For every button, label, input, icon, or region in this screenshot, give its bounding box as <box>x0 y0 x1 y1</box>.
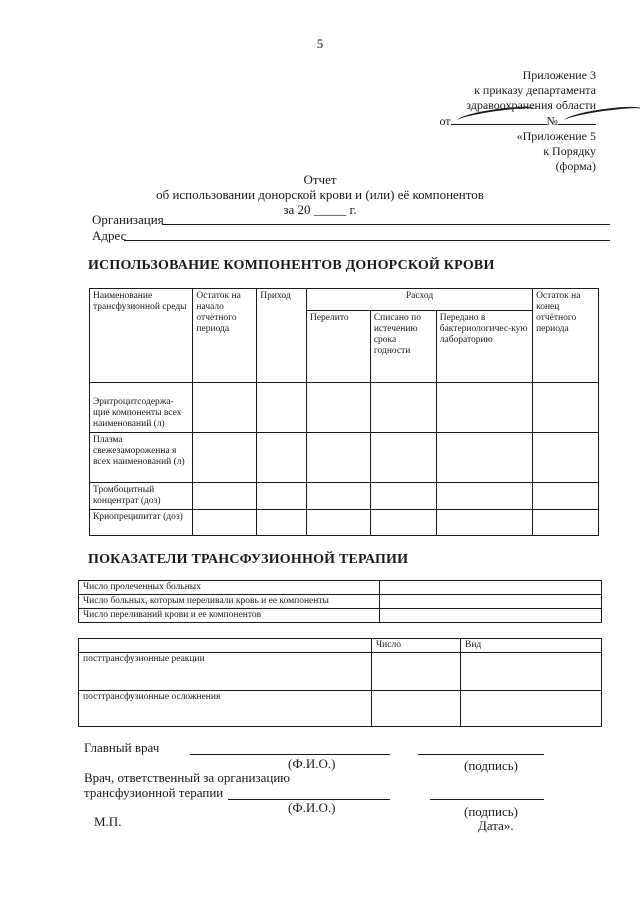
table-cell[interactable] <box>193 383 257 433</box>
organization-rule <box>162 224 610 225</box>
table-cell[interactable] <box>193 510 257 536</box>
header-transfused: Перелито <box>306 311 370 383</box>
header-start-balance: Остаток на начало отчётного периода <box>193 289 257 383</box>
table-cell[interactable] <box>370 510 436 536</box>
appendix-date-prefix: от <box>439 114 451 128</box>
appendix-line: здравоохранения области <box>466 98 596 112</box>
header-expired: Списано по истечению срока годности <box>370 311 436 383</box>
chief-doctor-label: Главный врач <box>84 740 160 755</box>
signature-caption: (подпись) <box>464 758 518 773</box>
row-label: Плазма свежезамороженна я всех наименований (л) <box>90 433 193 483</box>
table-cell[interactable] <box>306 433 370 483</box>
appendix-block <box>439 68 596 174</box>
row-label: Тромбоцитный концентрат (доз) <box>90 483 193 510</box>
report-title <box>0 172 640 217</box>
row-label: Криопреципитат (доз) <box>90 510 193 536</box>
therapy-cell[interactable] <box>380 609 602 623</box>
row-label: Эритроцитсодержа-щие компоненты всех наименований (л) <box>90 383 193 433</box>
therapy-cell[interactable] <box>380 595 602 609</box>
stamp-label: М.П. <box>94 814 122 829</box>
table-cell[interactable] <box>257 483 307 510</box>
therapy-row-label: Число переливаний крови и ее компонентов <box>79 609 380 623</box>
header-type: Вид <box>461 639 602 653</box>
reactions-cell[interactable] <box>461 653 602 691</box>
table-cell[interactable] <box>306 383 370 433</box>
header-income: Приход <box>257 289 307 383</box>
table-cell[interactable] <box>193 483 257 510</box>
therapy-row-label: Число больных, которым переливали кровь и ее компоненты <box>79 595 380 609</box>
address-rule <box>124 240 610 241</box>
table-cell[interactable] <box>257 510 307 536</box>
title-line: Отчет <box>303 172 337 187</box>
handwritten-number <box>558 113 596 125</box>
title-line: об использовании донорской крови и (или) её компонентов <box>156 187 484 202</box>
chief-fio-rule[interactable] <box>190 754 390 755</box>
appendix-line: «Приложение 5 <box>516 129 596 143</box>
appendix-date-line <box>439 113 596 129</box>
reactions-label: посттрансфузионные реакции <box>79 653 372 691</box>
appendix-line: (форма) <box>555 159 596 173</box>
table-cell[interactable] <box>370 433 436 483</box>
table-cell[interactable] <box>436 483 532 510</box>
organization-label: Организация <box>92 212 164 227</box>
table-cell[interactable] <box>533 383 599 433</box>
section-title-components: ИСПОЛЬЗОВАНИЕ КОМПОНЕНТОВ ДОНОРСКОЙ КРОВИ <box>88 258 495 273</box>
responsible-signature-rule[interactable] <box>430 799 544 800</box>
reactions-corner <box>79 639 372 653</box>
table-cell[interactable] <box>193 433 257 483</box>
therapy-table <box>78 580 602 623</box>
section-title-therapy: ПОКАЗАТЕЛИ ТРАНСФУЗИОННОЙ ТЕРАПИИ <box>88 552 409 567</box>
signature-caption-2: (подпись) <box>464 804 518 819</box>
header-end-balance: Остаток на конец отчётного периода <box>533 289 599 383</box>
page-number: 5 <box>316 36 324 51</box>
complications-cell[interactable] <box>461 691 602 727</box>
table-cell[interactable] <box>436 433 532 483</box>
complications-cell[interactable] <box>372 691 461 727</box>
table-cell[interactable] <box>306 483 370 510</box>
table-cell[interactable] <box>306 510 370 536</box>
therapy-cell[interactable] <box>380 581 602 595</box>
appendix-line: Приложение 3 <box>522 68 596 82</box>
responsible-doctor-label-2: трансфузионной терапии <box>84 785 224 800</box>
therapy-row-label: Число пролеченных больных <box>79 581 380 595</box>
complications-label: посттрансфузионные осложнения <box>79 691 372 727</box>
responsible-doctor-label: Врач, ответственный за организацию <box>84 770 290 785</box>
table-cell[interactable] <box>533 433 599 483</box>
organization-field[interactable] <box>92 212 164 228</box>
table-cell[interactable] <box>533 483 599 510</box>
header-number: Число <box>372 639 461 653</box>
appendix-number-prefix: № <box>546 114 558 128</box>
address-label: Адрес <box>92 228 127 243</box>
appendix-line: к приказу департамента <box>474 83 596 97</box>
table-cell[interactable] <box>436 510 532 536</box>
appendix-line: к Порядку <box>543 144 596 158</box>
header-name: Наименование трансфузионной среды <box>90 289 193 383</box>
fio-caption: (Ф.И.О.) <box>288 756 336 771</box>
date-label: Дата». <box>478 818 514 833</box>
table-cell[interactable] <box>370 483 436 510</box>
reactions-cell[interactable] <box>372 653 461 691</box>
header-to-lab: Передано в бактериологичес-кую лабораторию <box>436 311 532 383</box>
fio-caption-2: (Ф.И.О.) <box>288 800 336 815</box>
reactions-table <box>78 638 602 727</box>
title-line: за 20 _____ г. <box>283 202 357 217</box>
address-field[interactable] <box>92 228 126 244</box>
table-cell[interactable] <box>370 383 436 433</box>
header-expense: Расход <box>306 289 532 311</box>
table-cell[interactable] <box>257 433 307 483</box>
table-cell[interactable] <box>257 383 307 433</box>
handwritten-signature <box>451 113 547 125</box>
table-cell[interactable] <box>533 510 599 536</box>
table-cell[interactable] <box>436 383 532 433</box>
components-table <box>89 288 599 536</box>
chief-signature-rule[interactable] <box>418 754 544 755</box>
